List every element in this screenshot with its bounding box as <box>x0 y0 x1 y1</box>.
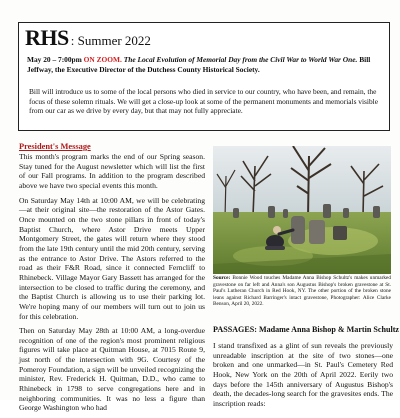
event-zoom: ON ZOOM. <box>83 55 122 64</box>
cemetery-photo <box>213 146 391 274</box>
event-title: The Local Evolution of Memorial Day from the Civil War to World War One. <box>123 55 358 64</box>
pm-paragraph-1: This month's program marks the end of our Spring season. Stay tuned for the August newsletter which will list the first of our Fall programs. In addition to the program described above we have two special events this month. <box>19 152 205 190</box>
pm-paragraph-3: Then on Saturday May 28th at 10:00 AM, a long-overdue recognition of one of the region's most prominent religious figures will take place at Quitman House, at 7015 Route 9, just north of the intersection with 9G. Courtesy of the Pomeroy Foundation, a sign will be unveiled recognizing the minister, Rev. Frederick H. Quitman, D.D., who came to Rhinebeck in 1798 to serve congregations here and in neighboring communities. It was no less a figure than George Washington who had <box>19 326 205 413</box>
passages-body: I stand transfixed as a glint of sun reveals the previously unreadable inscription at the site of two stones—one broken and one unmarked—in St. Paul's Cemetery Red Hook, New York on the 20th of April 2022. Eerily two days before the 145th anniversary of Augustus Bishop's death, the decades-long search for the gravesites ends. The inscription reads: <box>213 341 393 408</box>
event-date: May 20 – 7:00pm <box>27 55 82 64</box>
pm-paragraph-2: On Saturday May 14th at 10:00 AM, we will be celebrating—at their original site—the restoration of the Astor Gates. Once mounted on the two stone pillars in front of today's Baptist Church, where Astor Drive meets Upper Montgomery Street, the gates will return where they stood from the late 19th century until the mid 20th century, serving as the entrance to Astor Drive. The Astors referred to the road as their F&R Road, since it connected Ferncliff to Rhinebeck. Village Mayor Gary Bassett has arranged for the intersection to be closed to traffic during the ceremony, and the Baptist Church is allowing us to use their parking lot. We're hoping many of our members will turn out to join us for this celebration. <box>19 195 205 321</box>
photo-caption <box>213 275 391 308</box>
caption-source-label: Source: <box>213 275 231 281</box>
presidents-message-heading: President's Message <box>19 142 91 151</box>
event-description: Bill will introduce us to some of the local persons who died in service to our country, who have been, and remain, the focus of these solemn rituals. We will get a close-up look at some of the permanent monuments and memorials visible from our car as we drive by every day, but that may not fully appreciate. <box>29 87 379 116</box>
presidents-message-body <box>19 152 205 418</box>
title-season: : Summer 2022 <box>70 33 151 48</box>
event-speaker: Bill Jeffway <box>27 55 371 74</box>
passages-heading: PASSAGES: Madame Anna Bishop & Martin Schultz <box>213 325 400 334</box>
event-speaker-role: , the Executive Director of the Dutchess County Historical Society. <box>51 64 260 74</box>
masthead-box <box>18 22 390 131</box>
title-rhs: RHS <box>25 25 69 50</box>
event-announcement <box>27 55 385 74</box>
newsletter-title <box>25 25 151 51</box>
caption-text: Bonnie Wood touches Madame Anna Bishop Schultz's makes unmarked gravestone on far left and Anna's son Augustus Bishop's broken gravestone at St. Paul's Lutheran Church in Red Hook, NY. The other portion of the broken stone leans against Richard Barringer's intact gravestone, Photographer: Alice Clarke Benson, April 20, 2022. <box>213 275 391 308</box>
